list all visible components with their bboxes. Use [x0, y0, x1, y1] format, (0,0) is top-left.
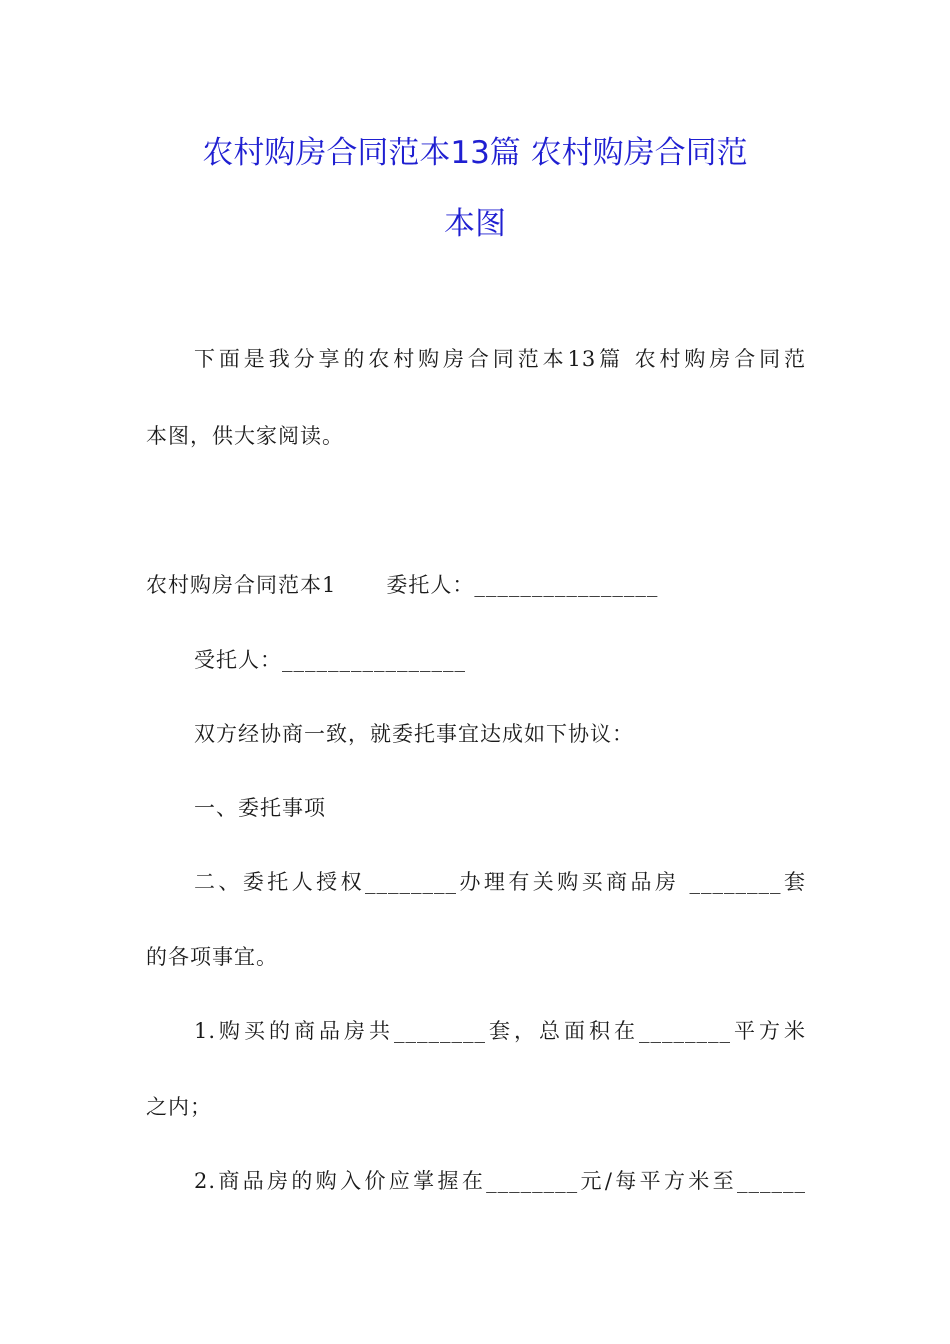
intro-paragraph-line-2: 本图，供大家阅读。: [146, 424, 344, 448]
intro-paragraph-line-1: 下面是我分享的农村购房合同范本13篇 农村购房合同范: [194, 347, 806, 371]
section-heading-entrusted-matters: 一、委托事项: [194, 796, 326, 820]
agent-field: 受托人：________________: [194, 648, 466, 672]
document-title-line-1: 农村购房合同范本13篇 农村购房合同范: [202, 135, 748, 171]
clause-1-line-1: 1.购买的商品房共________套，总面积在________平方米: [194, 1019, 806, 1043]
contract-heading-row: [146, 575, 658, 596]
section-two-line-2: 的各项事宜。: [146, 945, 278, 969]
principal-field: 委托人：________________: [386, 573, 659, 597]
clause-2-line-1: 2.商品房的购入价应掌握在________元/每平方米至______: [194, 1169, 806, 1193]
document-title-line-2: 本图: [444, 206, 506, 242]
contract-heading: 农村购房合同范本1: [146, 573, 337, 597]
agreement-statement: 双方经协商一致，就委托事宜达成如下协议：: [194, 722, 634, 746]
section-two-line-1: 二、委托人授权________办理有关购买商品房 ________套: [194, 870, 806, 894]
clause-1-line-2: 之内；: [146, 1095, 212, 1119]
